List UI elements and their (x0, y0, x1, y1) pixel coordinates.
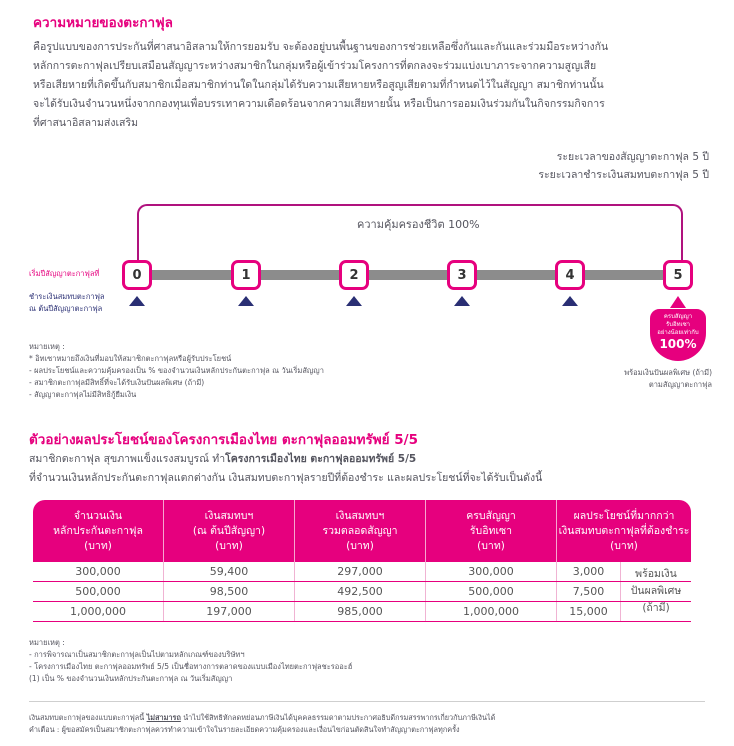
section-title-example: ตัวอย่างผลประโยชน์ของโครงการเมืองไทย ตะกาฟุลออมทรัพย์ 5/5 (29, 432, 419, 448)
table-cell: 492,500 (295, 582, 426, 601)
footer-emphasis: ไม่สามารถ (146, 713, 181, 722)
badge-line: รับอิทเซา (665, 321, 691, 328)
bonus-line: ตามสัญญาตะกาฟุล (648, 380, 712, 389)
note-item: - โครงการเมืองไทย ตะกาฟุลออมทรัพย์ 5/5 เป็นชื่อทางการตลาดของแบบเมืองไทยตะกาฟุลชะรออะฮ์ (29, 662, 353, 671)
footer-warning: คำเตือน : ผู้ขอสมัครเป็นสมาชิกตะกาฟุลควรทำความเข้าใจในรายละเอียดความคุ้มครองและเงื่อนไขก่อนตัดสินใจทำสัญญาตะกาฟุลทุกครั้ง (29, 725, 460, 734)
table-cell: 197,000 (164, 602, 295, 621)
side-note-line: พร้อมเงิน (635, 568, 677, 580)
payment-marker-icon (562, 296, 578, 306)
notes-1 (29, 341, 324, 401)
footer (29, 712, 495, 736)
payment-label-line: ณ ต้นปีสัญญาตะกาฟุล (29, 304, 103, 313)
side-note-line: ปันผลพิเศษ (630, 585, 682, 597)
timeline-node-5: 5 (663, 260, 693, 290)
payment-marker-icon (454, 296, 470, 306)
meaning-line: ที่ศาสนาอิสลามส่งเสริม (33, 117, 139, 129)
start-year-label: เริ่มปีสัญญาตะกาฟุลที่ (29, 269, 100, 278)
table-cell: 500,000 (33, 582, 164, 601)
footer-line (29, 712, 495, 724)
payment-marker-icon (238, 296, 254, 306)
timeline-bar (137, 270, 683, 280)
notes-title: หมายเหตุ : (29, 638, 65, 647)
table-cell: 98,500 (164, 582, 295, 601)
contract-period: ระยะเวลาของสัญญาตะกาฟุล 5 ปี (556, 151, 709, 163)
timeline-node-1: 1 (231, 260, 261, 290)
example-intro-line: ที่จำนวนเงินหลักประกันตะกาฟุลแตกต่างกัน เงินสมทบตะกาฟุลรายปีที่ต้องชำระ และผลประโยชน์ที่จะได้รับเป็นดังนี้ (29, 472, 543, 484)
badge-line: อย่างน้อยเท่ากับ (657, 329, 699, 336)
payment-marker-icon (346, 296, 362, 306)
note-item: (1) เป็น % ของจำนวนเงินหลักประกันตะกาฟุล ณ วันเริ่มสัญญา (29, 674, 233, 683)
payment-period: ระยะเวลาชำระเงินสมทบตะกาฟุล 5 ปี (538, 169, 709, 181)
table-side-note (621, 566, 691, 617)
table-cell: 7,500 (557, 582, 621, 601)
meaning-line: หลักการตะกาฟุลเปรียบเสมือนสัญญาระหว่างสมาชิกในกลุ่มหรือผู้เข้าร่วมโครงการที่ตกลงจะร่วมแบ่งเบาภาระจากความสูญเสีย (33, 60, 597, 72)
notes-title: หมายเหตุ : (29, 342, 65, 351)
header-excess-benefit: ผลประโยชน์ที่มากกว่า เงินสมทบตะกาฟุลที่ต้องชำระ (บาท) (558, 509, 690, 552)
note-item: - การพิจารณาเป็นสมาชิกตะกาฟุลเป็นไปตามหลักเกณฑ์ของบริษัทฯ (29, 650, 245, 659)
bonus-note (512, 367, 712, 391)
badge-line: ครบสัญญา (663, 313, 693, 320)
table-cell: 300,000 (426, 562, 557, 581)
meaning-line: คือรูปแบบของการประกันที่ศาสนาอิสลามให้การยอมรับ จะต้องอยู่บนพื้นฐานของการช่วยเหลือซึ่งกันและกันและร่วมมือระหว่างกัน (33, 41, 609, 53)
timeline-node-2: 2 (339, 260, 369, 290)
note-item: - สัญญาตะกาฟุลไม่มีสิทธิกู้ยืมเงิน (29, 390, 137, 399)
plan-name: โครงการเมืองไทย ตะกาฟุลออมทรัพย์ 5/5 (225, 453, 417, 465)
example-intro-line (29, 450, 542, 469)
footer-text: นำไปใช้สิทธิหักลดหย่อนภาษีเงินได้บุคคลธรรมดาตามประกาศอธิบดีกรมสรรพากรเกี่ยวกับภาษีเงินได้ (180, 713, 496, 722)
header-total-contribution: เงินสมทบฯ รวมตลอดสัญญา (บาท) (295, 500, 426, 562)
badge-value: 100% (659, 337, 697, 351)
table-row (33, 602, 691, 622)
example-intro (29, 450, 542, 488)
section-title-meaning: ความหมายของตะกาฟุล (33, 15, 173, 31)
payment-label (29, 291, 105, 315)
periods (309, 148, 709, 184)
meaning-line: หรือเสียหายที่เกิดขึ้นกับสมาชิกเมื่อสมาชิกท่านใดในกลุ่มได้รับความเสียหายหรือสูญเสียตามที่กำหนดไว้ในสัญญา สมาชิกท่านนั้น (33, 79, 604, 91)
note-item: - สมาชิกตะกาฟุลมีสิทธิ์ที่จะได้รับเงินปันผลพิเศษ (ถ้ามี) (29, 378, 205, 387)
maturity-marker-icon (670, 296, 686, 308)
meaning-paragraph (33, 38, 723, 133)
coverage-bracket (137, 204, 683, 270)
payment-marker-icon (129, 296, 145, 306)
side-note-line: (ถ้ามี) (642, 602, 670, 614)
footer-text: เงินสมทบตะกาฟุลของแบบตะกาฟุลนี้ (29, 713, 147, 722)
table-cell: 15,000 (557, 602, 621, 621)
header-annual-contribution: เงินสมทบฯ (ณ ต้นปีสัญญา) (บาท) (164, 500, 295, 562)
note-item: - ผลประโยชน์และความคุ้มครองเป็น % ของจำนวนเงินหลักประกันตะกาฟุล ณ วันเริ่มสัญญา (29, 366, 324, 375)
meaning-line: จะได้รับเงินจำนวนหนึ่งจากกองทุนเพื่อบรรเทาความเดือดร้อนจากความเสียหายนั้น หรือเป็นการออมเงินร่วมกันในกิจกรรมกิจการ (33, 98, 605, 110)
intro-text: สมาชิกตะกาฟุล สุขภาพแข็งแรงสมบูรณ์ ทำ (29, 453, 226, 465)
maturity-badge (650, 309, 706, 361)
table-cell: 500,000 (426, 582, 557, 601)
benefit-table (33, 500, 691, 622)
table-cell: 1,000,000 (33, 602, 164, 621)
header-sum-insured: จำนวนเงิน หลักประกันตะกาฟุล (บาท) (33, 500, 164, 562)
payment-label-line: ชำระเงินสมทบตะกาฟุล (29, 292, 105, 301)
note-item: * อิทเซาหมายถึงเงินที่มอบให้สมาชิกตะกาฟุลหรือผู้รับประโยชน์ (29, 354, 232, 363)
table-cell: 59,400 (164, 562, 295, 581)
header-maturity: ครบสัญญา รับอิทเซา (บาท) (426, 500, 557, 562)
table-cell: 3,000 (557, 562, 621, 581)
table-cell: 297,000 (295, 562, 426, 581)
timeline-node-0: 0 (122, 260, 152, 290)
bonus-line: พร้อมเงินปันผลพิเศษ (ถ้ามี) (624, 368, 712, 377)
table-header (33, 500, 691, 562)
coverage-label: ความคุ้มครองชีวิต 100% (357, 218, 480, 231)
timeline-node-3: 3 (447, 260, 477, 290)
table-row (33, 562, 691, 582)
footer-divider (29, 701, 705, 702)
table-cell: 300,000 (33, 562, 164, 581)
table-cell: 985,000 (295, 602, 426, 621)
notes-2 (29, 637, 352, 685)
timeline-node-4: 4 (555, 260, 585, 290)
table-row (33, 582, 691, 602)
table-cell: 1,000,000 (426, 602, 557, 621)
